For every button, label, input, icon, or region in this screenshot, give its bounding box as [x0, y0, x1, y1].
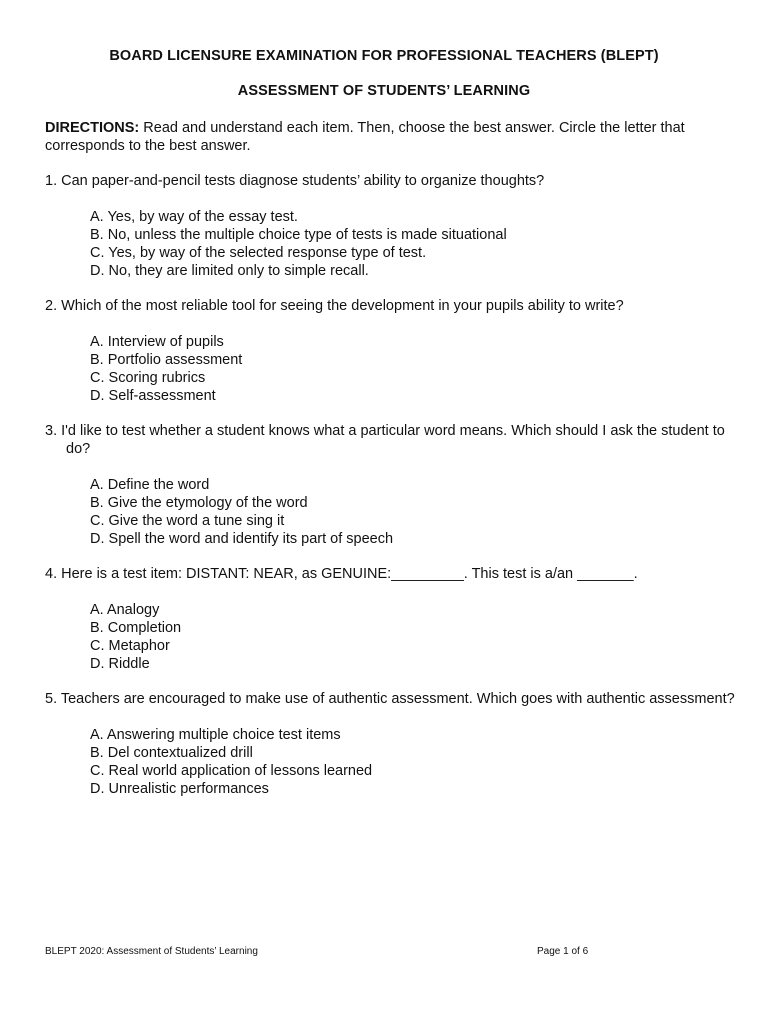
question-stem: 3. I'd like to test whether a student knows what a particular word means. Which should I ask the student to do? [45, 423, 725, 457]
option-list [45, 208, 735, 280]
document-subtitle: ASSESSMENT OF STUDENTS’ LEARNING [237, 83, 531, 99]
option-list [45, 476, 735, 548]
question-1 [45, 172, 735, 280]
directions-label: DIRECTIONS: [45, 120, 140, 136]
option-b: B. Del contextualized drill [90, 745, 253, 761]
question-stem: 1. Can paper-and-pencil tests diagnose students’ ability to organize thoughts? [45, 173, 545, 189]
option-c: C. Scoring rubrics [90, 370, 206, 386]
option-b: B. No, unless the multiple choice type of tests is made situational [90, 227, 507, 243]
option-a: A. Analogy [90, 602, 160, 618]
option-list [45, 601, 735, 673]
option-d: D. Riddle [90, 656, 150, 672]
option-list [45, 333, 735, 405]
option-b: B. Portfolio assessment [90, 352, 243, 368]
option-d: D. Spell the word and identify its part of speech [90, 531, 394, 547]
footer-page-number: Page 1 of 6 [537, 946, 589, 957]
question-5 [45, 690, 735, 798]
option-list [45, 726, 735, 798]
option-a: A. Interview of pupils [90, 334, 224, 350]
option-d: D. Unrealistic performances [90, 781, 269, 797]
option-a: A. Yes, by way of the essay test. [90, 209, 298, 225]
option-d: D. Self-assessment [90, 388, 216, 404]
footer-document-name: BLEPT 2020: Assessment of Students’ Learning [45, 946, 258, 957]
option-a: A. Define the word [90, 477, 210, 493]
option-b: B. Completion [90, 620, 182, 636]
option-d: D. No, they are limited only to simple recall. [90, 263, 369, 279]
directions [45, 119, 735, 155]
option-c: C. Yes, by way of the selected response type of test. [90, 245, 427, 261]
document-title: BOARD LICENSURE EXAMINATION FOR PROFESSIONAL TEACHERS (BLEPT) [109, 48, 659, 64]
question-stem: 4. Here is a test item: DISTANT: NEAR, as GENUINE:_________. This test is a/an _______. [45, 566, 638, 582]
directions-text: Read and understand each item. Then, choose the best answer. Circle the letter that corresponds to the best answer. [45, 120, 685, 154]
question-4 [45, 565, 735, 673]
question-2 [45, 297, 735, 405]
option-c: C. Real world application of lessons learned [90, 763, 373, 779]
question-3 [45, 422, 735, 548]
option-a: A. Answering multiple choice test items [90, 727, 341, 743]
question-stem: 5. Teachers are encouraged to make use of authentic assessment. Which goes with authentic assessment? [45, 691, 735, 707]
question-stem: 2. Which of the most reliable tool for seeing the development in your pupils ability to write? [45, 298, 624, 314]
question-list [45, 172, 735, 815]
option-b: B. Give the etymology of the word [90, 495, 308, 511]
option-c: C. Give the word a tune sing it [90, 513, 285, 529]
option-c: C. Metaphor [90, 638, 170, 654]
